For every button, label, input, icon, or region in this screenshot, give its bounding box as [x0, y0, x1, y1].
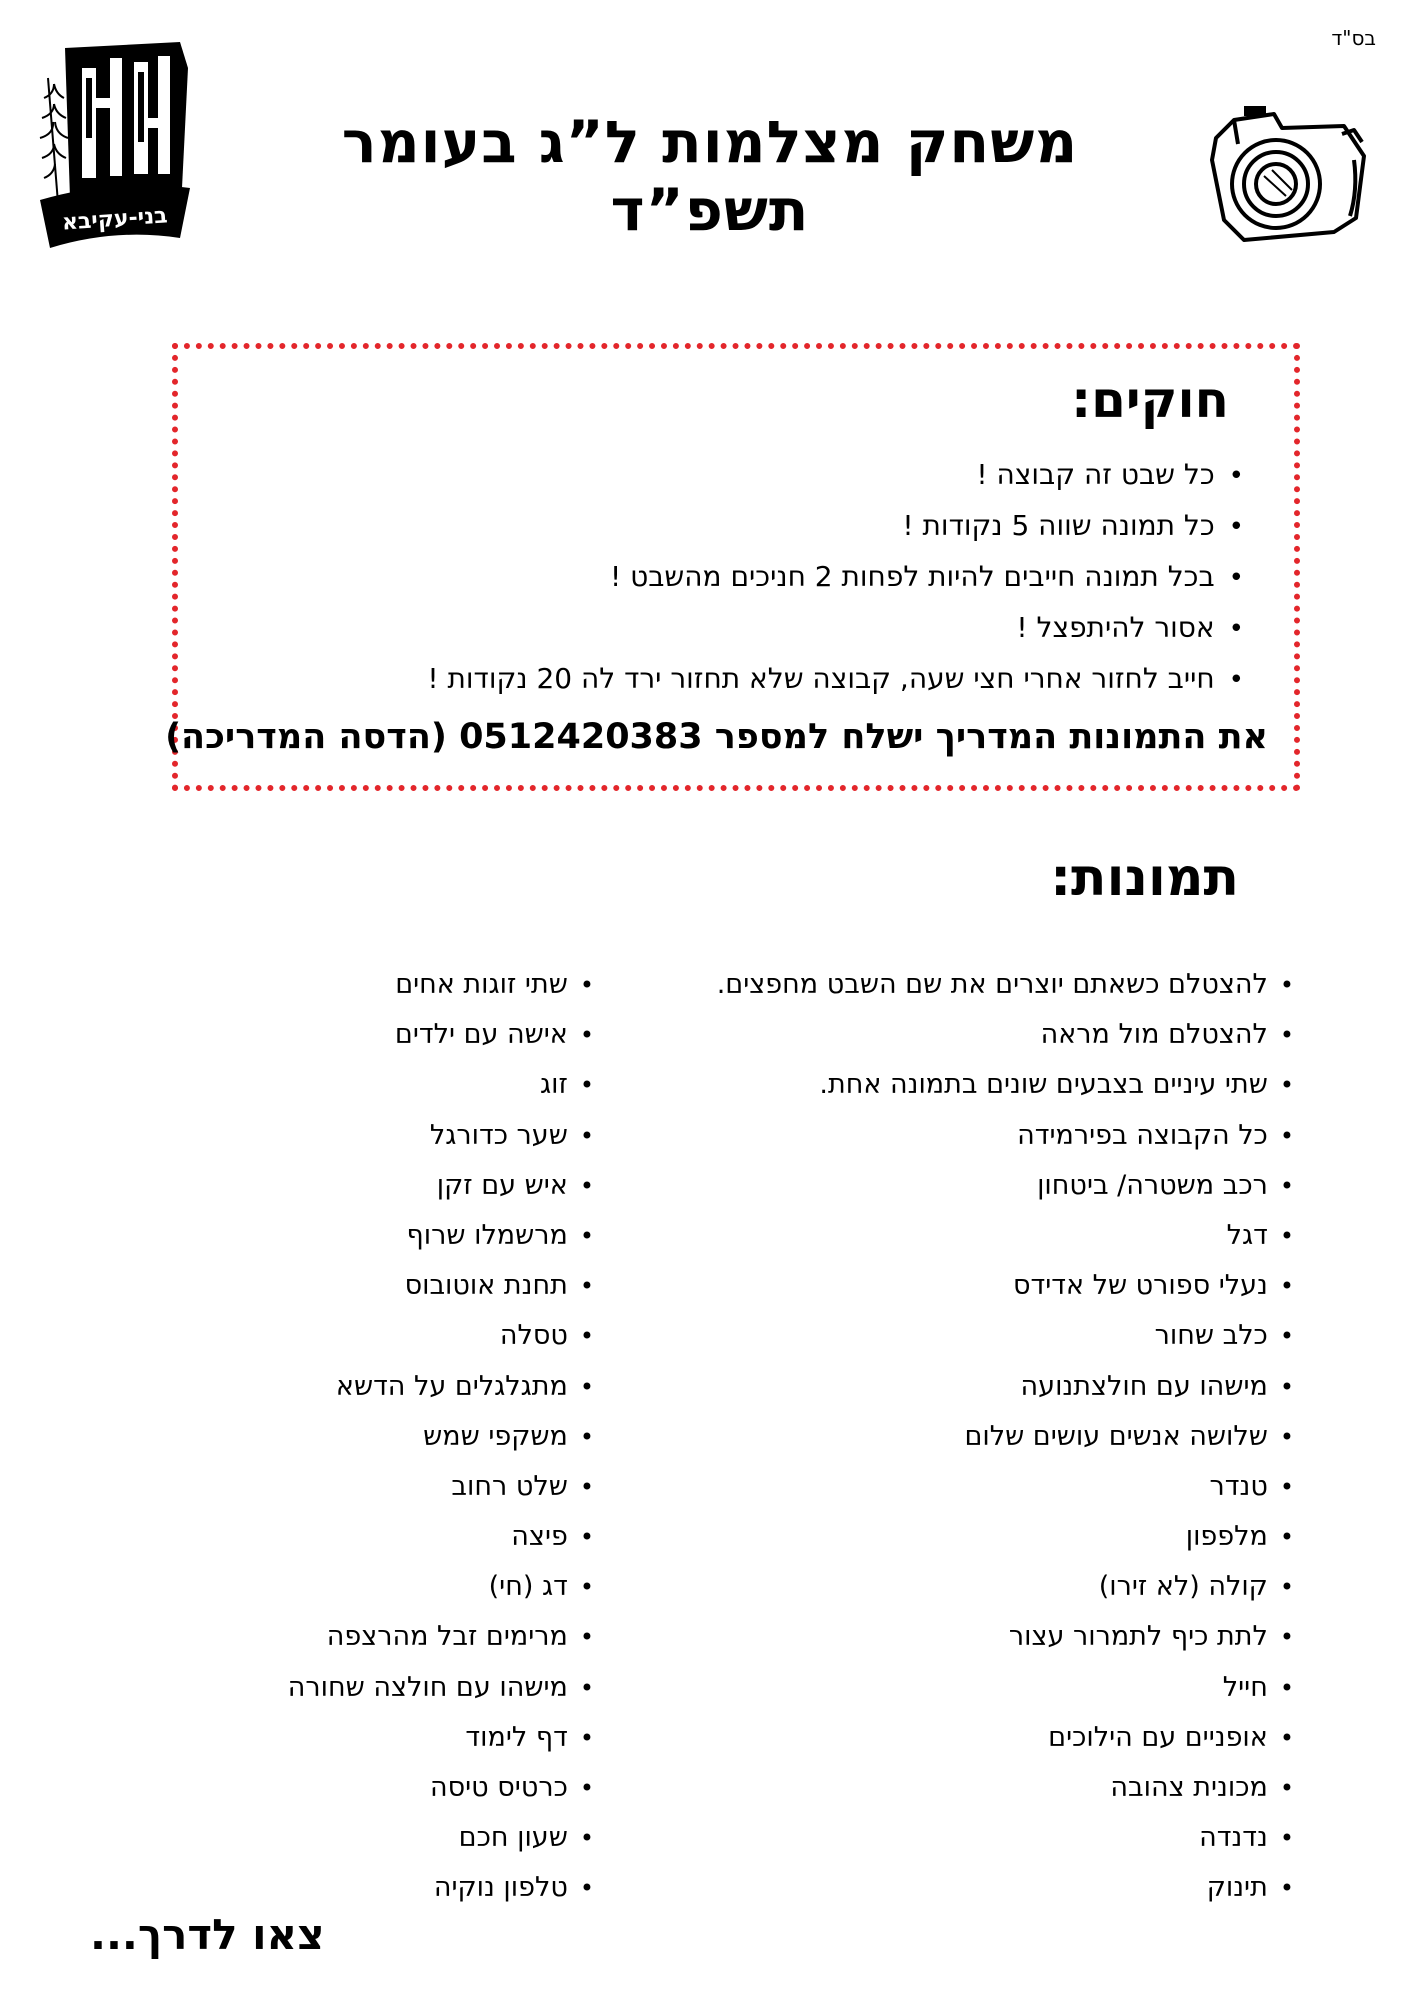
list-item: • קולה (לא זירו)	[654, 1562, 1294, 1612]
list-item: • טנדר	[654, 1462, 1294, 1512]
list-item: • זוג	[34, 1060, 594, 1110]
list-item: • כרטיס טיסה	[34, 1763, 594, 1813]
list-item: • נדנדה	[654, 1813, 1294, 1863]
list-item: • דף לימוד	[34, 1713, 594, 1763]
list-item: • מרימים זבל מהרצפה	[34, 1612, 594, 1662]
camera-icon	[1204, 100, 1374, 250]
bsd-header: בס"ד	[1331, 26, 1376, 50]
list-item: • רכב משטרה/ ביטחון	[654, 1161, 1294, 1211]
rule-item: • אסור להיתפצל !	[198, 602, 1244, 653]
list-item: • משקפי שמש	[34, 1412, 594, 1462]
list-item: • כל הקבוצה בפירמידה	[654, 1111, 1294, 1161]
rule-item: • כל שבט זה קבוצה !	[198, 449, 1244, 500]
list-item: • שתי זוגות אחים	[34, 960, 594, 1010]
list-item: • שער כדורגל	[34, 1111, 594, 1161]
list-item: • שתי עיניים בצבעים שונים בתמונה אחת.	[654, 1060, 1294, 1110]
list-item: • דגל	[654, 1211, 1294, 1261]
list-item: • חייל	[654, 1663, 1294, 1713]
rule-item: • בכל תמונה חייבים להיות לפחות 2 חניכים מהשבט !	[198, 551, 1244, 602]
list-item: • איש עם זקן	[34, 1161, 594, 1211]
pictures-left-column	[34, 960, 594, 1914]
list-item: • טסלה	[34, 1311, 594, 1361]
rules-title: חוקים:	[1071, 371, 1229, 429]
list-item: • מתגלגלים על הדשא	[34, 1362, 594, 1412]
list-item: • להצטלם כשאתם יוצרים את שם השבט מחפצים.	[654, 960, 1294, 1010]
list-item: • מישהו עם חולצתנועה	[654, 1362, 1294, 1412]
list-item: • שלט רחוב	[34, 1462, 594, 1512]
list-item: • תחנת אוטובוס	[34, 1261, 594, 1311]
list-item: • לתת כיף לתמרור עצור	[654, 1612, 1294, 1662]
pictures-right-column	[654, 960, 1294, 1914]
list-item: • מישהו עם חולצה שחורה	[34, 1663, 594, 1713]
list-item: • מכונית צהובה	[654, 1763, 1294, 1813]
list-item: • שעון חכם	[34, 1813, 594, 1863]
rule-item: • חייב לחזור אחרי חצי שעה, קבוצה שלא תחזור ירד לה 20 נקודות !	[198, 653, 1244, 704]
list-item: • אישה עם ילדים	[34, 1010, 594, 1060]
list-item: • מלפפון	[654, 1512, 1294, 1562]
list-item: • תינוק	[654, 1863, 1294, 1913]
rules-footer: את התמונות המדריך ישלח למספר 0512420383 (הדסה המדריכה)	[165, 717, 1268, 757]
logo-tagline: בני-עקיבא	[61, 203, 169, 236]
page-title: משחק מצלמות ל”ג בעומר תשפ”ד	[341, 108, 1079, 244]
list-item: • דג (חי)	[34, 1562, 594, 1612]
list-item: • שלושה אנשים עושים שלום	[654, 1412, 1294, 1462]
list-item: • נעלי ספורט של אדידס	[654, 1261, 1294, 1311]
list-item: • פיצה	[34, 1512, 594, 1562]
list-item: • מרשמלו שרוף	[34, 1211, 594, 1261]
rule-item: • כל תמונה שווה 5 נקודות !	[198, 500, 1244, 551]
list-item: • טלפון נוקיה	[34, 1863, 594, 1913]
pictures-title: תמונות:	[1050, 848, 1239, 908]
list-item: • אופניים עם הילוכים	[654, 1713, 1294, 1763]
list-item: • כלב שחור	[654, 1311, 1294, 1361]
bnei-akiva-logo	[30, 38, 200, 248]
closing-text: צאו לדרך...	[90, 1910, 325, 1959]
rules-box	[165, 343, 1300, 791]
list-item: • להצטלם מול מראה	[654, 1010, 1294, 1060]
rules-list	[198, 449, 1244, 704]
